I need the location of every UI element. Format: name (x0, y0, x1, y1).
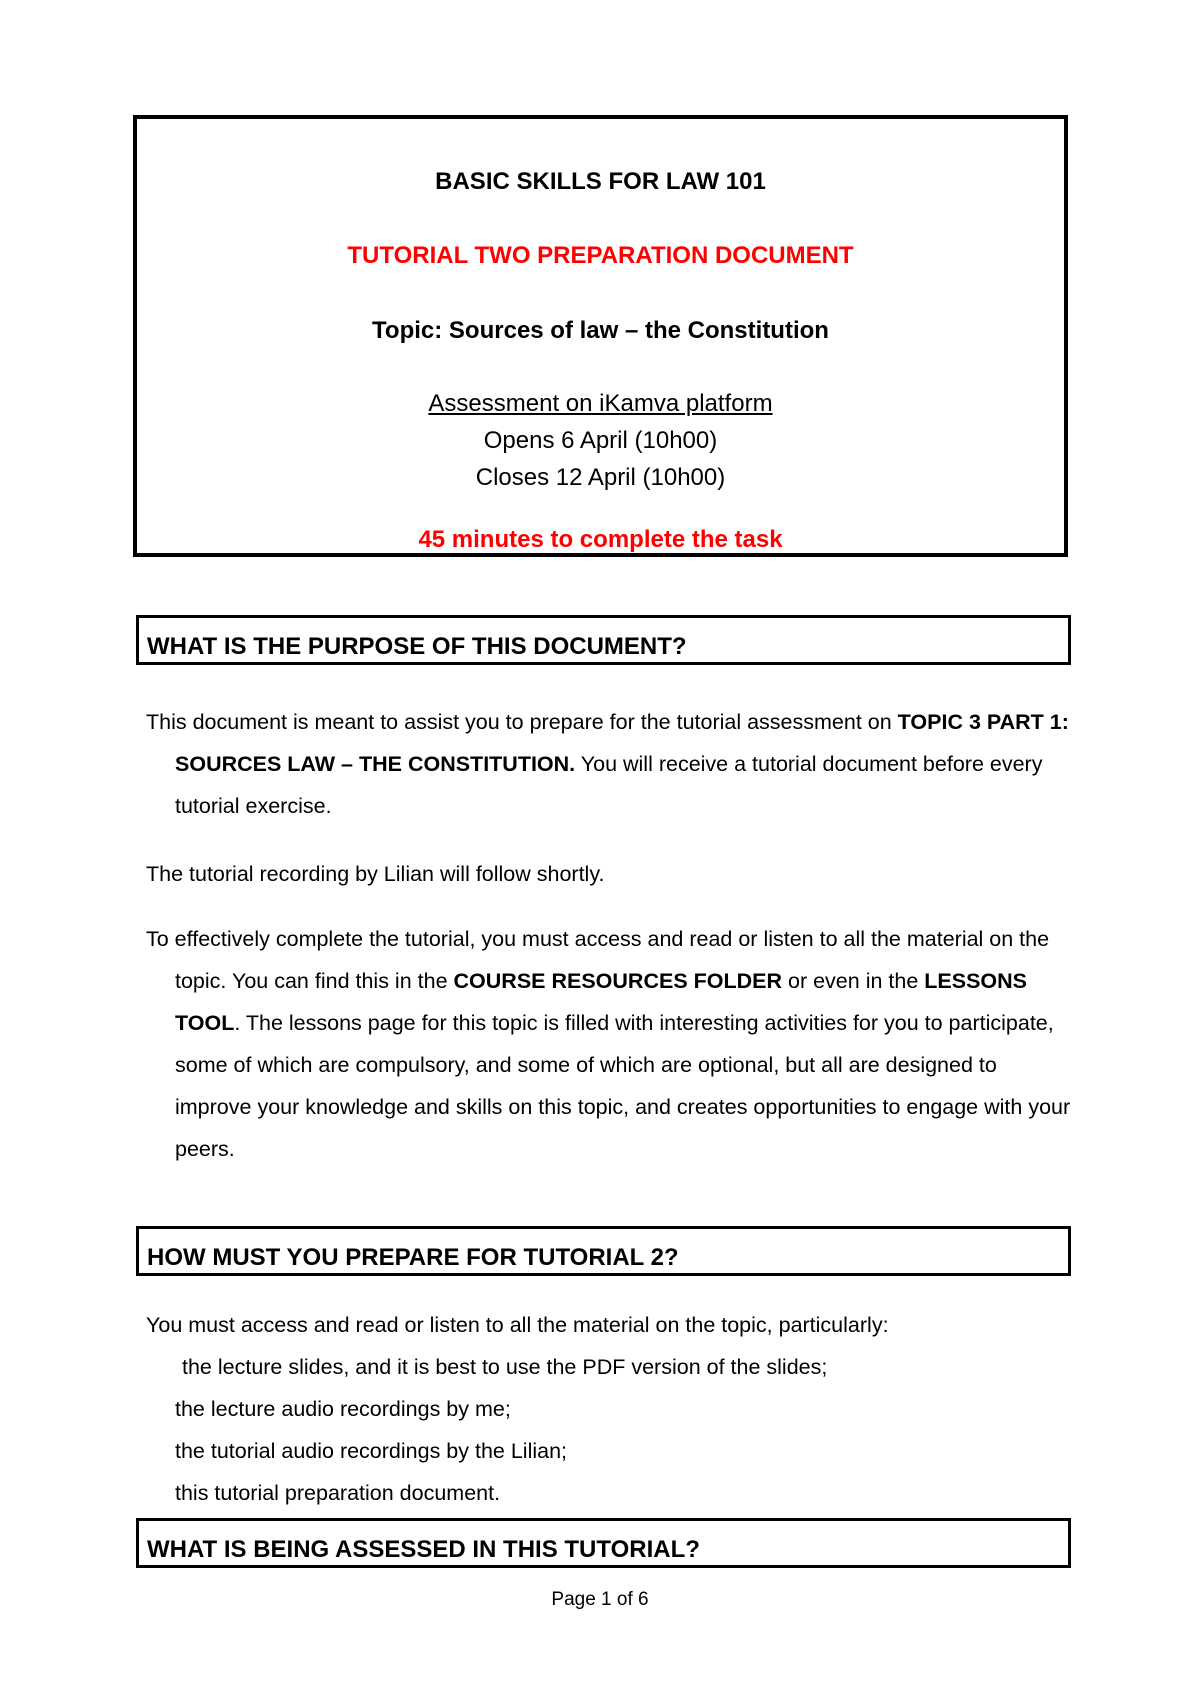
access-paragraph (146, 918, 1075, 1170)
purpose-paragraph (146, 701, 1075, 827)
section-heading-prepare: HOW MUST YOU PREPARE FOR TUTORIAL 2? (136, 1226, 1071, 1276)
section-heading-assessed: WHAT IS BEING ASSESSED IN THIS TUTORIAL? (136, 1518, 1071, 1568)
list-item: this tutorial preparation document. (175, 1481, 501, 1505)
list-item: the lecture audio recordings by me; (175, 1397, 511, 1421)
topic-line: Topic: Sources of law – the Constitution (372, 317, 829, 344)
assessment-platform: Assessment on iKamva platform (428, 390, 773, 417)
title-box (133, 115, 1068, 557)
list-item: the lecture slides, and it is best to use the PDF version of the slides; (182, 1355, 828, 1379)
section-heading-purpose: WHAT IS THE PURPOSE OF THIS DOCUMENT? (136, 615, 1071, 665)
purpose-text-a: This document is meant to assist you to prepare for the tutorial assessment on (146, 710, 898, 734)
recording-note: The tutorial recording by Lilian will follow shortly. (146, 862, 605, 886)
course-resources-ref: COURSE RESOURCES FOLDER (453, 969, 783, 993)
lessons-tool-ref: LESSONS TOOL (175, 969, 1028, 1035)
list-item: the tutorial audio recordings by the Lilian; (175, 1439, 568, 1463)
course-title: BASIC SKILLS FOR LAW 101 (435, 168, 766, 195)
document-subtitle: TUTORIAL TWO PREPARATION DOCUMENT (347, 242, 854, 269)
closes-date: Closes 12 April (10h00) (475, 464, 726, 491)
access-text-e: . The lessons page for this topic is filled with interesting activities for you to participate, some of which are compulsory, and some of which are optional, but all are designed to improve your knowledge and skills on this topic, and creates opportunities to engage with your peers. (175, 1011, 1071, 1161)
access-text-a: To effectively complete the tutorial, you must access and read or listen to all the material on the topic. You can find this in the (146, 927, 1050, 993)
page-number: Page 1 of 6 (551, 1589, 649, 1610)
access-text-c: or even in the (782, 969, 925, 993)
topic-reference: TOPIC 3 PART 1: SOURCES LAW – THE CONSTITUTION. (175, 710, 1069, 776)
prepare-intro: You must access and read or listen to all the material on the topic, particularly: (146, 1313, 889, 1337)
purpose-text-c: You will receive a tutorial document before every tutorial exercise. (175, 752, 1043, 818)
opens-date: Opens 6 April (10h00) (483, 427, 718, 454)
duration-note: 45 minutes to complete the task (418, 526, 783, 553)
